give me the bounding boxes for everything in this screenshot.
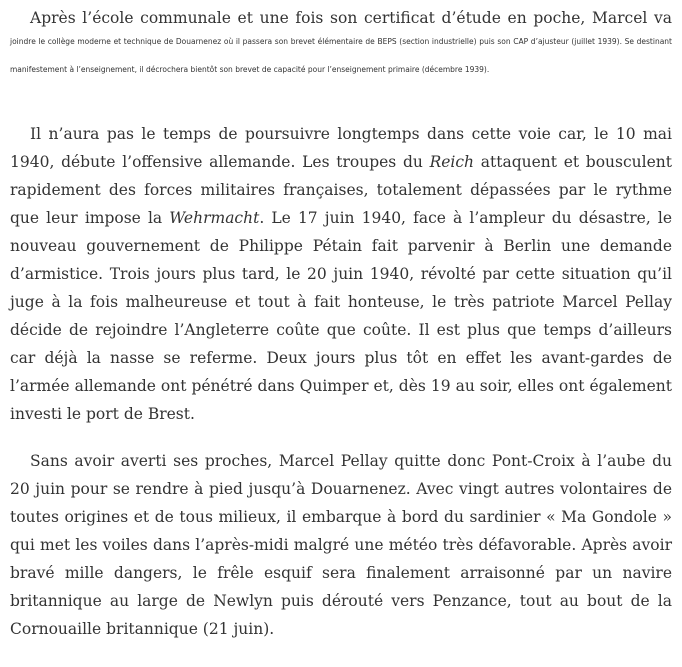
paragraph-offensive-text-3: . Le 17 juin 1940, face à l’ampleur du désastre, le nouveau gouvernement de Philippe Pétain fait parvenir à Berlin une demande d’armistice. Trois jours plus tard, le 20 juin 1940, révolté par cette situation qu’il juge à la fois malheureuse et tout à fait honteuse, le très patriote Marcel Pellay décide de rejoindre l’Angleterre coûte que coûte. Il est plus que temps d’ailleurs car déjà la nasse se referme. Deux jours plus tôt en effet les avant-gardes de l’armée allemande ont pénétré dans Quimper et, dès 19 au soir, elles ont également investi le port de Brest.: [10, 209, 672, 423]
paragraph-offensive-text-1: Il n’aura pas le temps de poursuivre longtemps dans cette voie car, le 10 mai 1940, débute l’offensive allemande. Les troupes du: [10, 125, 672, 171]
paragraph-departure: [10, 447, 672, 643]
paragraph-offensive-text-2: attaquent et bousculent rapidement des forces militaires françaises, totalement dépassées par le rythme que leur impose la: [10, 153, 673, 227]
paragraph-school-text: Après l’école communale et une fois son certificat d’étude en poche, Marcel va: [30, 9, 672, 27]
paragraph-school: [10, 8, 672, 84]
term-reich: Reich: [429, 153, 475, 171]
paragraph-offensive: [10, 120, 672, 428]
paragraph-departure-text: Sans avoir averti ses proches, Marcel Pellay quitte donc Pont-Croix à l’aube du 20 juin pour se rendre à pied jusqu’à Douarnenez. Avec vingt autres volontaires de toutes origines et de tous milieux, il embarque à bord du sardinier « Ma Gondole » qui met les voiles dans l’après-midi malgré une météo très défavorable. Après avoir bravé mille dangers, le frêle esquif sera finalement arraisonné par un navire britannique au large de Newlyn puis dérouté vers Penzance, tout au bout de la Cornouaille britannique (21 juin).: [10, 452, 672, 638]
term-wehrmacht: Wehrmacht: [169, 209, 260, 227]
paragraph-school-small-text: joindre le collège moderne et technique de Douarnenez où il passera son brevet élémentaire de BEPS (section industrielle) puis son CAP d’ajusteur (juillet 1939). Se destinant manifestement à l’enseignement, il décrochera bientôt son brevet de capacité pour l’enseignement primaire (décembre 1939).: [10, 37, 672, 74]
